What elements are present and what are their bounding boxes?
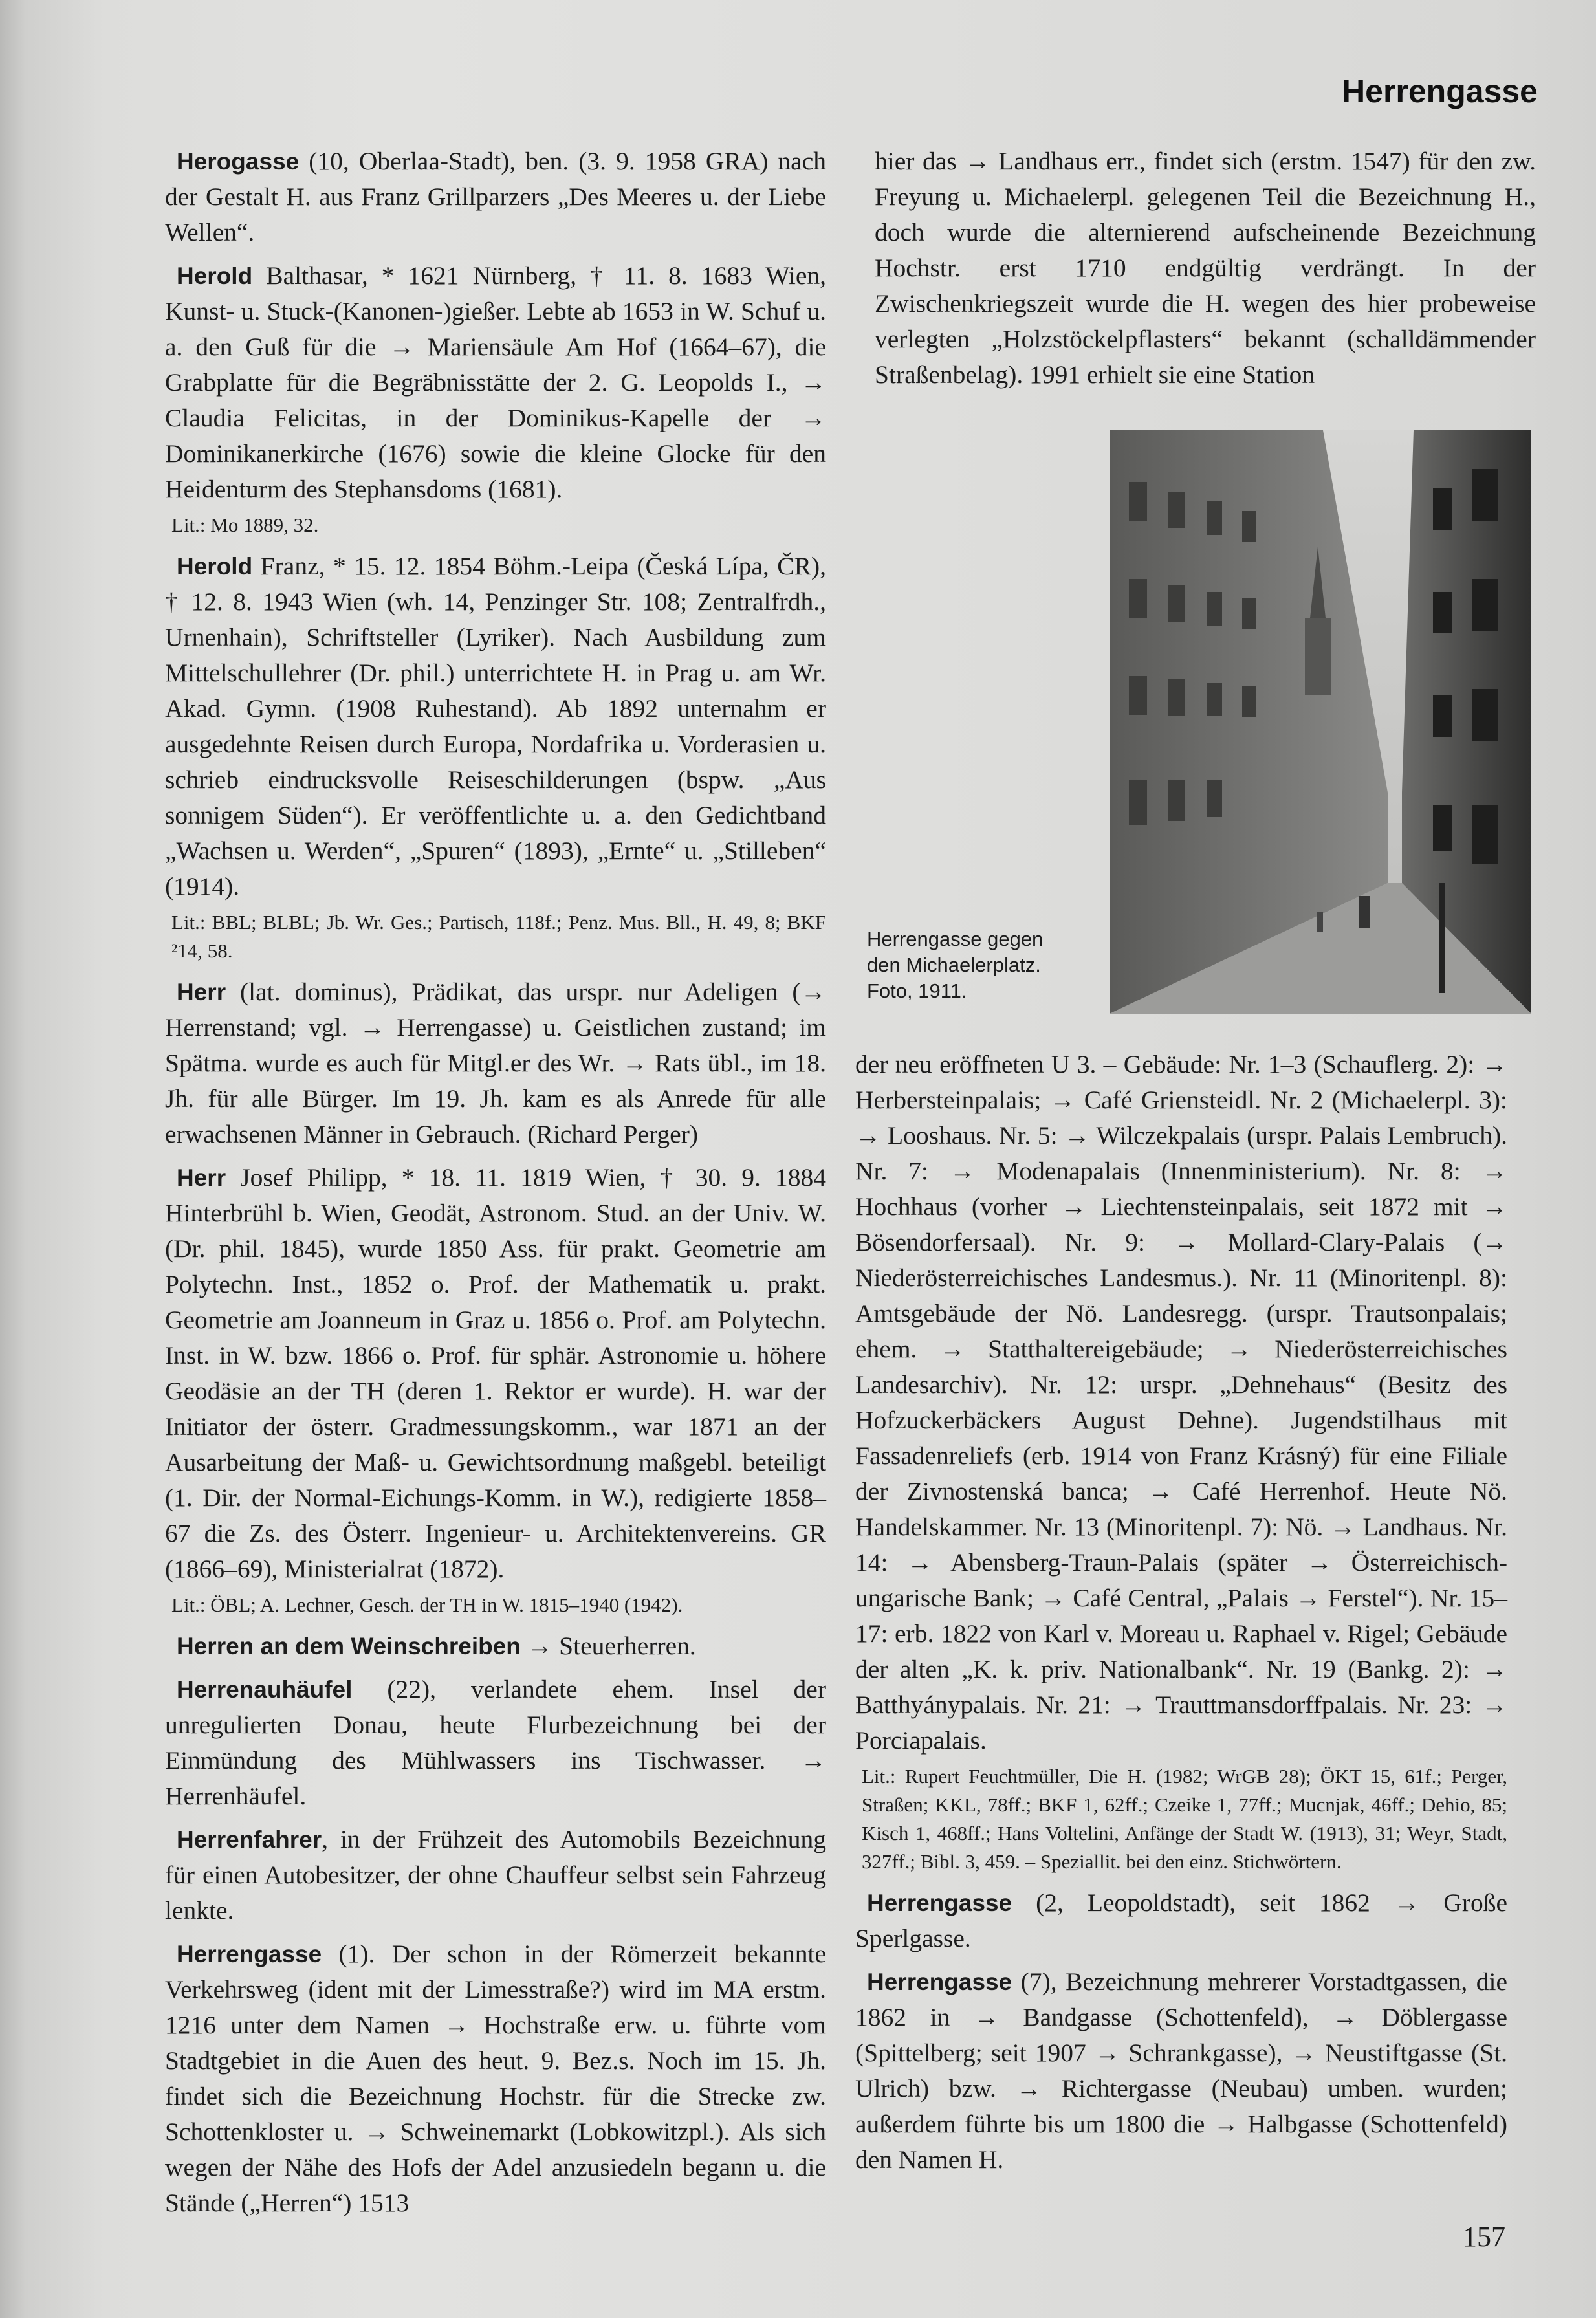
- literature-note: Lit.: Mo 1889, 32.: [171, 514, 319, 536]
- headword: Herrengasse: [867, 1969, 1012, 1995]
- entry-herrengasse-1-continued: hier das → Landhaus err., findet sich (erstm. 1547) für den zw. Freyung u. Michaelerpl. gelegenen Teil die Bezeichnung H., doch wurde die alternierend aufscheinende Bezeichnung Hochstr. erst 1710 endgültig verdrängt. In der Zwischenkriegszeit wurde die H. wegen des hier probeweise verlegten „Holzstöckelpflasters“ bekannt (schalldämmender Straßenbelag). 1991 erhielt sie eine Station: [875, 147, 1536, 389]
- literature-note: Lit.: Rupert Feuchtmüller, Die H. (1982; WrGB 28); ÖKT 15, 61f.; Perger, Straßen; KKL, 78ff.; BKF 1, 62ff.; Czeike 1, 77ff.; Mucnjak, 46ff.; Dehio, 85; Kisch 1, 468ff.; Hans Voltelini, Anfänge der Stadt W. (1913), 31; Weyr, Stadt, 327ff.; Bibl. 3, 459. – Speziallit. bei den einz. Stichwörtern.: [862, 1765, 1507, 1873]
- entry-text: (10, Oberlaa-Stadt), ben. (3. 9. 1958 GRA) nach der Gestalt H. aus Franz Grillparzers „Des Meeres u. der Liebe Wellen“.: [165, 147, 826, 246]
- street-photo-illustration: [1110, 430, 1531, 1014]
- entry-text: Balthasar, * 1621 Nürnberg, † 11. 8. 1683 Wien, Kunst- u. Stuck-(Kanonen-)gießer. Lebte ab 1653 in W. Schuf u. a. den Guß für die → Mariensäule Am Hof (1664–67), die Grabplatte für die Begräbnisstätte der 2. G. Leopolds I., → Claudia Felicitas, in der Dominikus-Kapelle der → Dominikanerkirche (1676) sowie die kleine Glocke für den Heidenturm des Stephansdoms (1681).: [165, 261, 826, 503]
- right-column-bottom: [855, 1047, 1507, 2185]
- headword: Herrengasse: [177, 1941, 322, 1967]
- entry-herrenauhaeufel: [165, 1672, 826, 1814]
- right-column-top: [875, 144, 1536, 400]
- literature-note: Lit.: BBL; BLBL; Jb. Wr. Ges.; Partisch, 118f.; Penz. Mus. Bll., H. 49, 8; BKF ²14, 58.: [171, 911, 826, 962]
- entry-text: (lat. dominus), Prädikat, das urspr. nur Adeligen (→ Herrenstand; vgl. → Herrengasse) u. Geistlichen zustand; im Spätma. wurde es auch für Mitgl.er des Wr. → Rats übl., im 18. Jh. für alle Bürger. Im 19. Jh. kam es als Anrede für alle erwachsenen Männer in Gebrauch. (Richard Perger): [165, 978, 826, 1148]
- headword: Herold: [177, 263, 253, 289]
- headword: Herrenfahrer: [177, 1826, 322, 1853]
- entry-herr-josef-philipp: [165, 1160, 826, 1587]
- entry-herr-dominus: [165, 974, 826, 1152]
- entry-text: (22), verlandete ehem. Insel der unregulierten Donau, heute Flurbezeichnung bei der Einmündung des Mühlwassers ins Tischwasser. → Herrenhäufel.: [165, 1675, 826, 1810]
- entry-herrengasse-2: [855, 1885, 1507, 1956]
- buildings-list: der neu eröffneten U 3. – Gebäude: Nr. 1–3 (Schauflerg. 2): → Herbersteinpalais; → Café Griensteidl. Nr. 2 (Michaelerpl. 3): → Looshaus. Nr. 5: → Wilczekpalais (urspr. Palais Lembruch). Nr. 7: → Modenapalais (Innenministerium). Nr. 8: → Hochhaus (vorher → Liechtensteinpalais, seit 1872 mit → Bösendorfersaal). Nr. 9: → Mollard-Clary-Palais (→ Niederösterreichisches Landesmus.). Nr. 11 (Minoritenpl. 8): Amtsgebäude der Nö. Landesregg. (urspr. Trautsonpalais; ehem. → Statthaltereigebäude; → Niederösterreichisches Landesarchiv). Nr. 12: urspr. „Dehnehaus“ (Besitz des Hofzuckerbäckers August Dehne). Jugendstilhaus mit Fassadenreliefs (erb. 1914 von Franz Krásný) für eine Filiale der Zivnostenská banca; → Café Herrenhof. Heute Nö. Handelskammer. Nr. 13 (Minoritenpl. 7): Nö. → Landhaus. Nr. 14: → Abensberg-Traun-Palais (später → Österreichisch-ungarische Bank; → Café Central, „Palais → Ferstel“). Nr. 15–17: erb. 1822 von Karl v. Moreau u. Raphael v. Rigel; Gebäude der alten „K. k. priv. Nationalbank“. Nr. 19 (Bankg. 2): → Batthyánypalais. Nr. 21: → Trauttmansdorffpalais. Nr. 23: → Porciapalais.: [855, 1050, 1507, 1755]
- headword: Herold: [177, 553, 253, 580]
- photo-caption: [867, 926, 1106, 1004]
- caption-line: Foto, 1911.: [867, 979, 967, 1002]
- entry-herren-weinschreiben: [165, 1628, 826, 1664]
- entry-herrenfahrer: [165, 1822, 826, 1929]
- caption-line: Herrengasse gegen: [867, 928, 1044, 950]
- literature-note: Lit.: ÖBL; A. Lechner, Gesch. der TH in W. 1815–1940 (1942).: [171, 1593, 683, 1616]
- entry-text: (7), Bezeichnung mehrerer Vorstadtgassen, die 1862 in → Bandgasse (Schottenfeld), → Döblergasse (Spittelberg; seit 1907 → Schrankgasse), → Neustiftgasse (St. Ulrich) bzw. → Richtergasse (Neubau) umben. wurden; außerdem führte bis um 1800 die → Halbgasse (Schottenfeld) den Namen H.: [855, 1967, 1507, 2174]
- running-header: Herrengasse: [1342, 73, 1538, 109]
- entry-text: , in der Frühzeit des Automobils Bezeichnung für einen Autobesitzer, der ohne Chauffeur selbst sein Fahrzeug lenkte.: [165, 1825, 826, 1925]
- entry-herogasse: [165, 144, 826, 250]
- headword: Herrenauhäufel: [177, 1676, 353, 1703]
- entry-text: (1). Der schon in der Römerzeit bekannte Verkehrsweg (ident mit der Limesstraße?) wird im MA erstm. 1216 unter dem Namen → Hochstraße erw. u. führte vom Stadtgebiet in die Auen des heut. 9. Bez.s. Noch im 15. Jh. findet sich die Bezeichnung Hochstr. für die Strecke zw. Schottenkloster u. → Schweinemarkt (Lobkowitzpl.). Als sich wegen der Nähe des Hofs der Adel anzusiedeln begann u. die Stände („Herren“) 1513: [165, 1940, 826, 2217]
- entry-text: (2, Leopoldstadt), seit 1862 → Große Sperlgasse.: [855, 1888, 1507, 1952]
- headword: Herrengasse: [867, 1890, 1012, 1916]
- entry-text: Josef Philipp, * 18. 11. 1819 Wien, † 30. 9. 1884 Hinterbrühl b. Wien, Geodät, Astronom. Stud. an der Univ. W. (Dr. phil. 1845), wurde 1850 Ass. für prakt. Geometrie am Polytechn. Inst., 1852 o. Prof. der Mathematik u. prakt. Geometrie am Joanneum in Graz u. 1856 o. Prof. am Polytechn. Inst. in W. bzw. 1866 o. Prof. für sphär. Astronomie u. höhere Geodäsie an der TH (deren 1. Rektor er wurde). H. war der Initiator der österr. Gradmessungskomm., war 1871 an der Ausarbeitung der Maß- u. Gewichtsordnung maßgebl. beteiligt (1. Dir. der Normal-Eichungs-Komm. in W.), redigierte 1858–67 die Zs. des Österr. Ingenieur- u. Architektenvereins. GR (1866–69), Ministerialrat (1872).: [165, 1163, 826, 1583]
- entry-herrengasse-7: [855, 1964, 1507, 2178]
- entry-text: → Steuerherren.: [520, 1632, 696, 1660]
- entry-herold-balthasar: [165, 258, 826, 507]
- headword: Herr: [177, 979, 226, 1005]
- entry-text: Franz, * 15. 12. 1854 Böhm.-Leipa (Česká Lípa, ČR), † 12. 8. 1943 Wien (wh. 14, Penzinger Str. 108; Zentralfrdh., Urnenhain), Schriftsteller (Lyriker). Nach Ausbildung zum Mittelschullehrer (Dr. phil.) unterrichtete H. in Prag u. am Wr. Akad. Gymn. (1908 Ruhestand). Ab 1892 unternahm er ausgedehnte Reisen durch Europa, Nordafrika u. Vorderasien u. schrieb eindrucksvolle Reiseschilderungen (bspw. „Aus sonnigem Süden“). Er veröffentlichte u. a. den Gedichtband „Wachsen u. Werden“, „Spuren“ (1893), „Ernte“ u. „Stilleben“ (1914).: [165, 552, 826, 901]
- headword: Herr: [177, 1164, 226, 1191]
- headword: Herren an dem Weinschreiben: [177, 1633, 521, 1659]
- entry-herold-franz: [165, 549, 826, 904]
- photo-herrengasse-1911: [1110, 430, 1531, 1014]
- page-number: 157: [1463, 2221, 1505, 2253]
- entry-herrengasse-1: [165, 1936, 826, 2221]
- headword: Herogasse: [177, 148, 300, 175]
- caption-line: den Michaelerplatz.: [867, 954, 1041, 976]
- left-column: [165, 144, 826, 2229]
